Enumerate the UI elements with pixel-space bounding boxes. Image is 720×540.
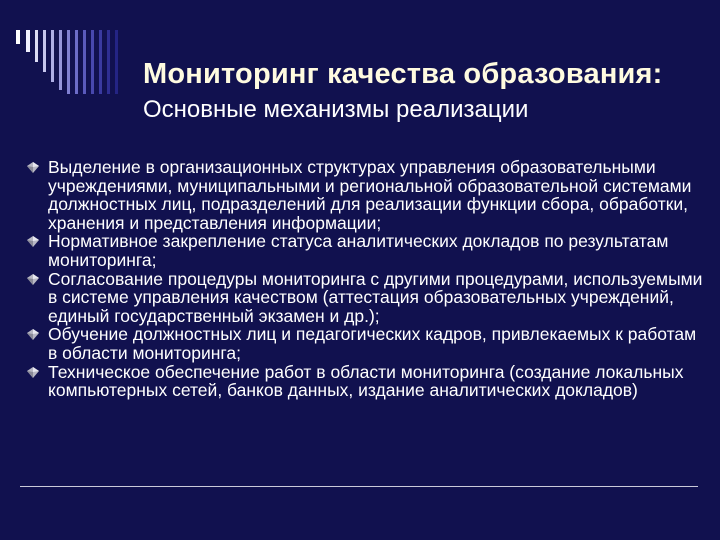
slide-subtitle: Основные механизмы реализации (143, 96, 529, 123)
bullet-text: Согласование процедуры мониторинга с другими процедурами, используемыми в системе управления качеством (аттестация образовательных учреждений, единый государственный экзамен и др.); (48, 268, 703, 326)
bar-12 (107, 30, 110, 94)
bullet-item (26, 363, 706, 400)
bullet-sphere-icon (26, 161, 40, 174)
bar-7 (67, 30, 70, 94)
decorative-bars (0, 0, 140, 100)
bullet-sphere-icon (26, 235, 40, 248)
bottom-divider (20, 486, 698, 487)
bullet-sphere-icon (26, 328, 40, 341)
bar-3 (35, 30, 38, 62)
slide-title: Мониторинг качества образования: (143, 58, 663, 90)
bar-13 (115, 30, 118, 94)
bullet-text: Техническое обеспечение работ в области мониторинга (создание локальных компьютерных сетей, банков данных, издание аналитических докладов) (48, 361, 684, 401)
bullet-sphere-icon (26, 273, 40, 286)
bullet-sphere-icon (26, 366, 40, 379)
bullet-item (26, 270, 706, 326)
bullet-list (26, 158, 706, 400)
bullet-item (26, 325, 706, 362)
bar-5 (51, 30, 54, 82)
bar-8 (75, 30, 78, 94)
bar-2 (26, 30, 30, 52)
bullet-text: Обучение должностных лиц и педагогических кадров, привлекаемых к работам в области мониторинга; (48, 324, 697, 363)
bar-9 (83, 30, 86, 94)
bar-6 (59, 30, 62, 90)
bar-10 (91, 30, 94, 94)
bullet-item (26, 232, 706, 269)
bar-11 (99, 30, 102, 94)
bullet-item (26, 158, 706, 232)
bar-4 (43, 30, 46, 72)
bar-1 (16, 30, 20, 44)
bullet-text: Выделение в организационных структурах управления образовательными учреждениями, муниципальными и региональной образовательной системами должностных лиц, подразделений для реализации функции сбора, обработки, хранения и представления информации; (48, 157, 692, 233)
bullet-text: Нормативное закрепление статуса аналитических докладов по результатам мониторинга; (48, 231, 669, 270)
